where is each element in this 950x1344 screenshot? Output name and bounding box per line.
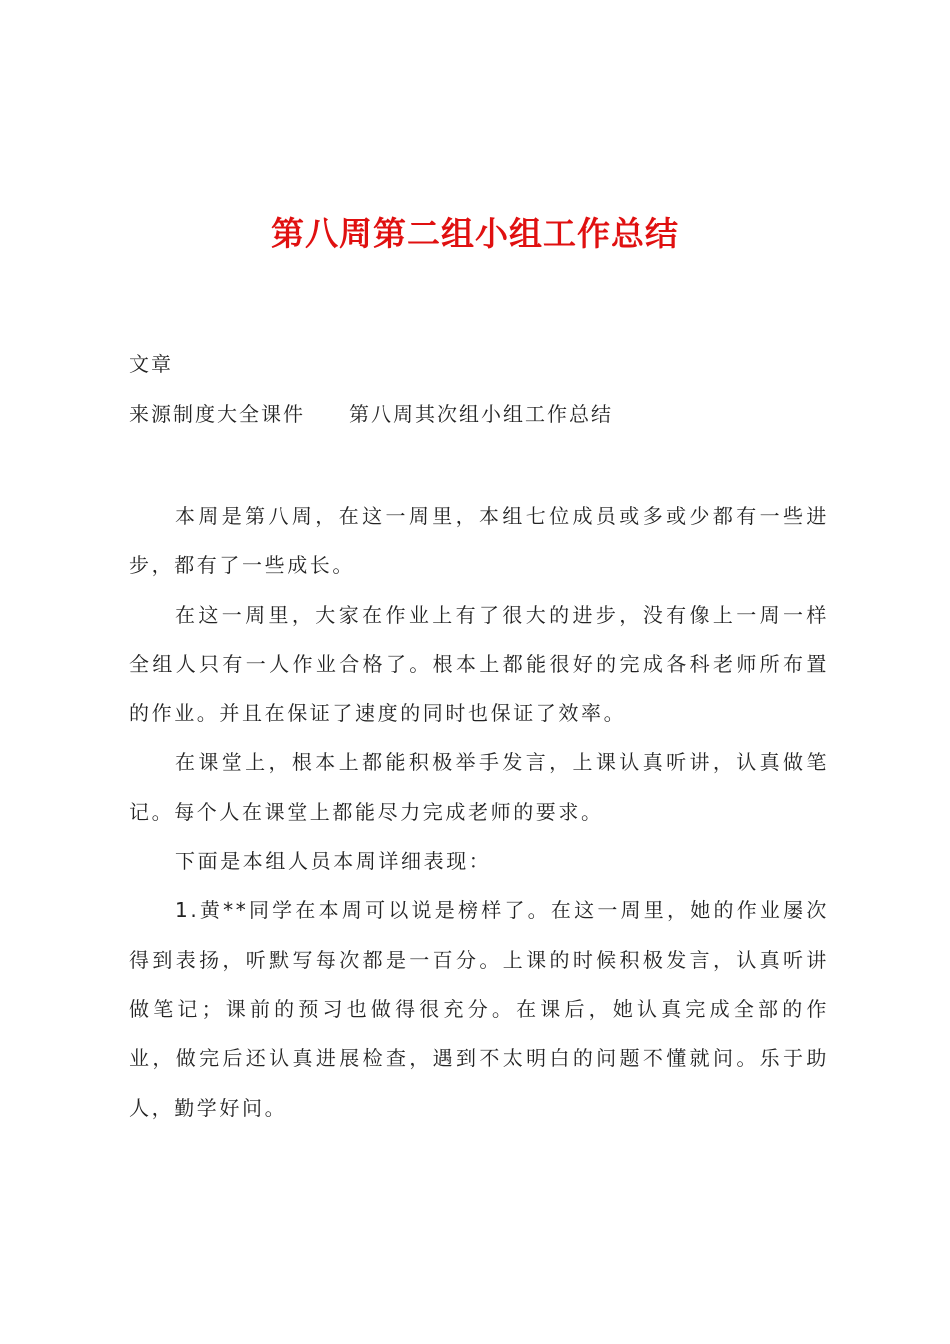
source-label: 来源制度大全课件 [129,402,305,426]
paragraph-details-heading: 下面是本组人员本周详细表现： [175,849,492,874]
document-title: 第八周第二组小组工作总结 [271,214,679,253]
paragraph-intro: 本周是第八周，在这一周里，本组七位成员或多或少都有一些进步，都有了一些成长。 [129,504,829,578]
document-body [129,492,829,1133]
article-label: 文章 [129,352,173,376]
source-line [129,400,613,428]
source-title: 第八周其次组小组工作总结 [349,402,613,426]
paragraph-classroom: 在课堂上，根本上都能积极举手发言，上课认真听讲，认真做笔记。每个人在课堂上都能尽力完成老师的要求。 [129,750,829,824]
paragraph-student-1: 1.黄**同学在本周可以说是榜样了。在这一周里，她的作业屡次得到表扬，听默写每次都是一百分。上课的时候积极发言，认真听讲做笔记；课前的预习也做得很充分。在课后，她认真完成全部的作业，做完后还认真进展检查，遇到不太明白的问题不懂就问。乐于助人，勤学好问。 [129,898,829,1120]
paragraph-homework: 在这一周里，大家在作业上有了很大的进步，没有像上一周一样全组人只有一人作业合格了。根本上都能很好的完成各科老师所布置的作业。并且在保证了速度的同时也保证了效率。 [129,602,829,726]
